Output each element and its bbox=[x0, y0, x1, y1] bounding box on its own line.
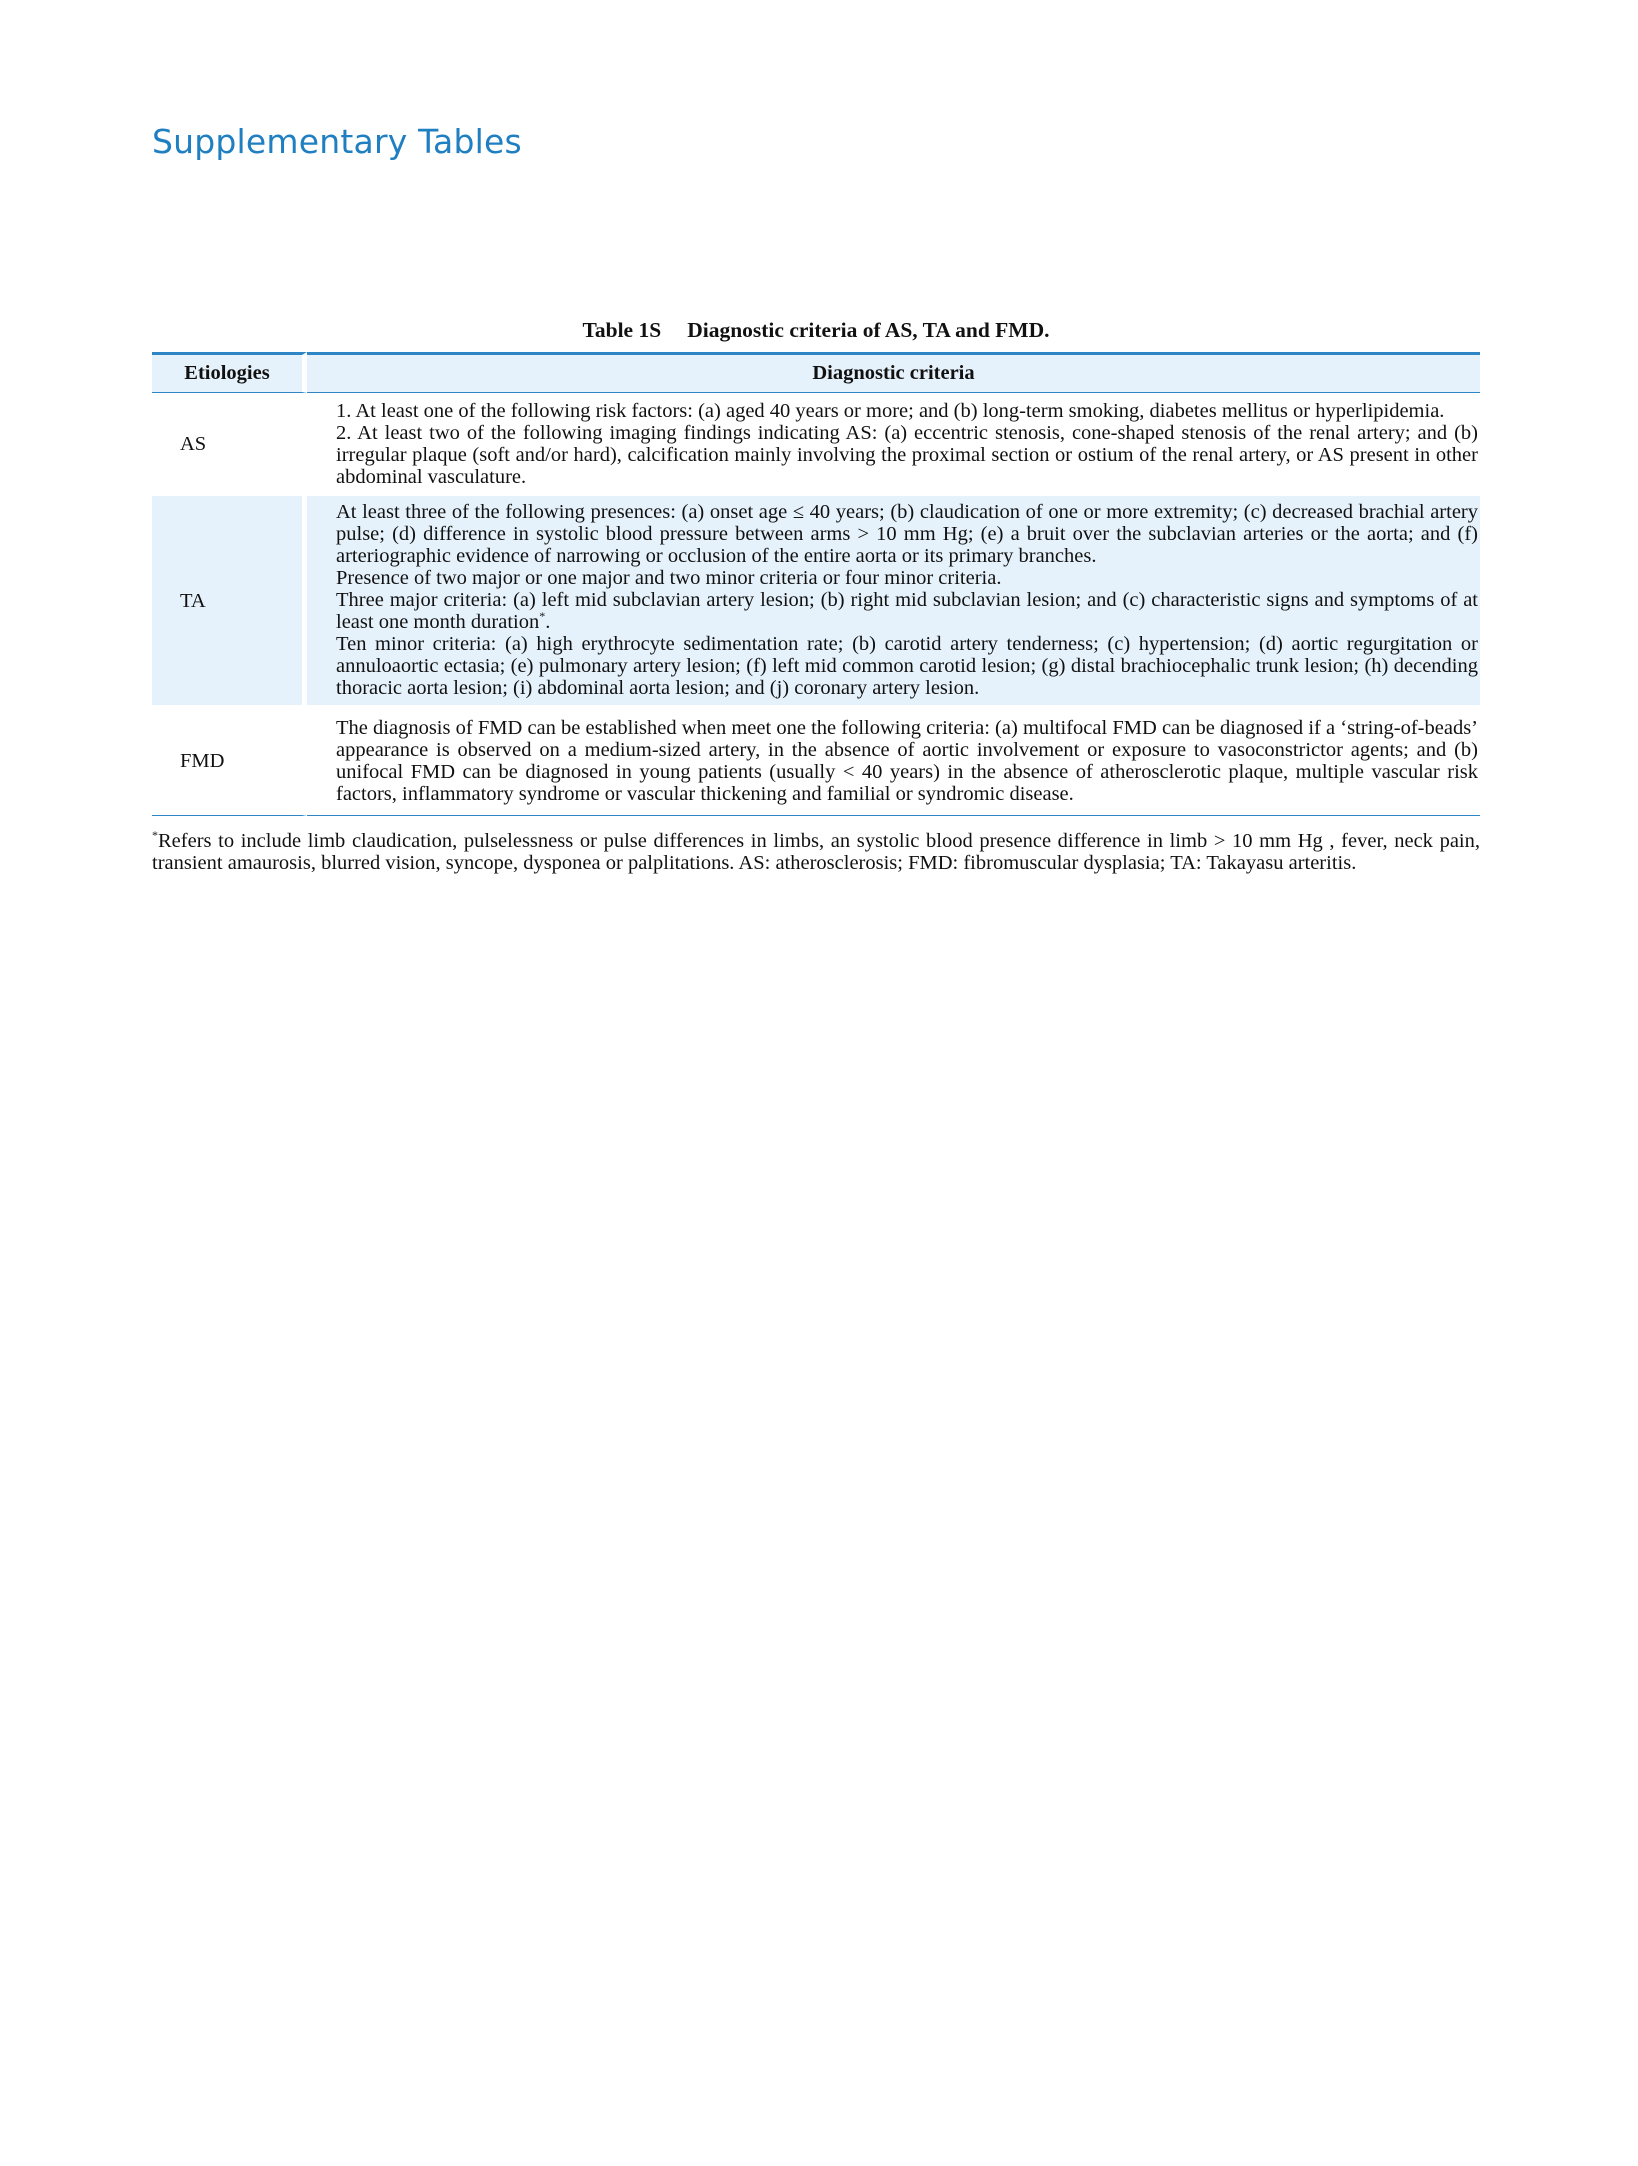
column-header-etiologies: Etiologies bbox=[152, 352, 307, 393]
criteria-line: The diagnosis of FMD can be established when meet one the following criteria: (a) multifocal FMD can be diagnosed if a ‘string-of-beads’ appearance is observed on a medium-sized artery, in the absence of aortic involvement or exposure to vasoconstrictor agents; and (b) unifocal FMD can be diagnosed in young patients (usually < 40 years) in the absence of atherosclerotic plaque, multiple vascular risk factors, inflammatory syndrome or vascular thickening and familial or syndromic disease. bbox=[336, 717, 1478, 805]
criteria-cell bbox=[307, 496, 1480, 705]
table-caption-label: Table 1S bbox=[582, 318, 662, 342]
criteria-line-with-marker bbox=[336, 589, 1478, 633]
etiology-cell: AS bbox=[152, 393, 307, 496]
criteria-line: Ten minor criteria: (a) high erythrocyte sedimentation rate; (b) carotid artery tenderness; (c) hypertension; (d) aortic regurgitation or annuloaortic ectasia; (e) pulmonary artery lesion; (f) left mid common carotid lesion; (g) distal brachiocephalic trunk lesion; (h) decending thoracic aorta lesion; (i) abdominal aorta lesion; and (j) coronary artery lesion. bbox=[336, 633, 1478, 699]
criteria-line: Presence of two major or one major and two minor criteria or four minor criteria. bbox=[336, 567, 1002, 589]
table-caption-text: Diagnostic criteria of AS, TA and FMD. bbox=[687, 318, 1050, 342]
table-caption bbox=[152, 318, 1480, 343]
etiology-cell: FMD bbox=[152, 705, 307, 816]
footnote-marker: * bbox=[152, 828, 158, 843]
criteria-line: At least three of the following presences: (a) onset age ≤ 40 years; (b) claudication of one or more extremity; (c) decreased brachial artery pulse; (d) difference in systolic blood pressure between arms > 10 mm Hg; (e) a bruit over the subclavian arteries or the aorta; and (f) arteriographic evidence of narrowing or occlusion of the entire aorta or its primary branches. bbox=[336, 501, 1478, 567]
table-footnote bbox=[152, 830, 1480, 874]
table-header-row bbox=[152, 352, 1480, 393]
table-row bbox=[152, 393, 1480, 496]
etiology-cell: TA bbox=[152, 496, 307, 705]
criteria-cell bbox=[307, 705, 1480, 816]
criteria-line: 2. At least two of the following imaging findings indicating AS: (a) eccentric stenosis, cone-shaped stenosis of the renal artery; and (b) irregular plaque (soft and/or hard), calcification mainly involving the proximal section or ostium of the renal artery, or AS present in other abdominal vasculature. bbox=[336, 422, 1478, 488]
criteria-cell bbox=[307, 393, 1480, 496]
criteria-line-text: Three major criteria: (a) left mid subclavian artery lesion; (b) right mid subclavian lesion; and (c) characteristic signs and symptoms of at least one month duration bbox=[336, 589, 1478, 633]
table-row bbox=[152, 705, 1480, 816]
footnote-marker: * bbox=[539, 609, 546, 624]
table-row bbox=[152, 496, 1480, 705]
footnote-text: Refers to include limb claudication, pulselessness or pulse differences in limbs, an systolic blood presence difference in limb > 10 mm Hg , fever, neck pain, transient amaurosis, blurred vision, syncope, dysponea or palplitations. AS: atherosclerosis; FMD: fibromuscular dysplasia; TA: Takayasu arteritis. bbox=[152, 830, 1480, 874]
criteria-line-suffix: . bbox=[545, 611, 551, 633]
criteria-table bbox=[152, 352, 1480, 816]
page-title: Supplementary Tables bbox=[152, 122, 522, 161]
criteria-line: 1. At least one of the following risk factors: (a) aged 40 years or more; and (b) long-term smoking, diabetes mellitus or hyperlipidemia. bbox=[336, 400, 1445, 422]
column-header-criteria: Diagnostic criteria bbox=[307, 352, 1480, 393]
